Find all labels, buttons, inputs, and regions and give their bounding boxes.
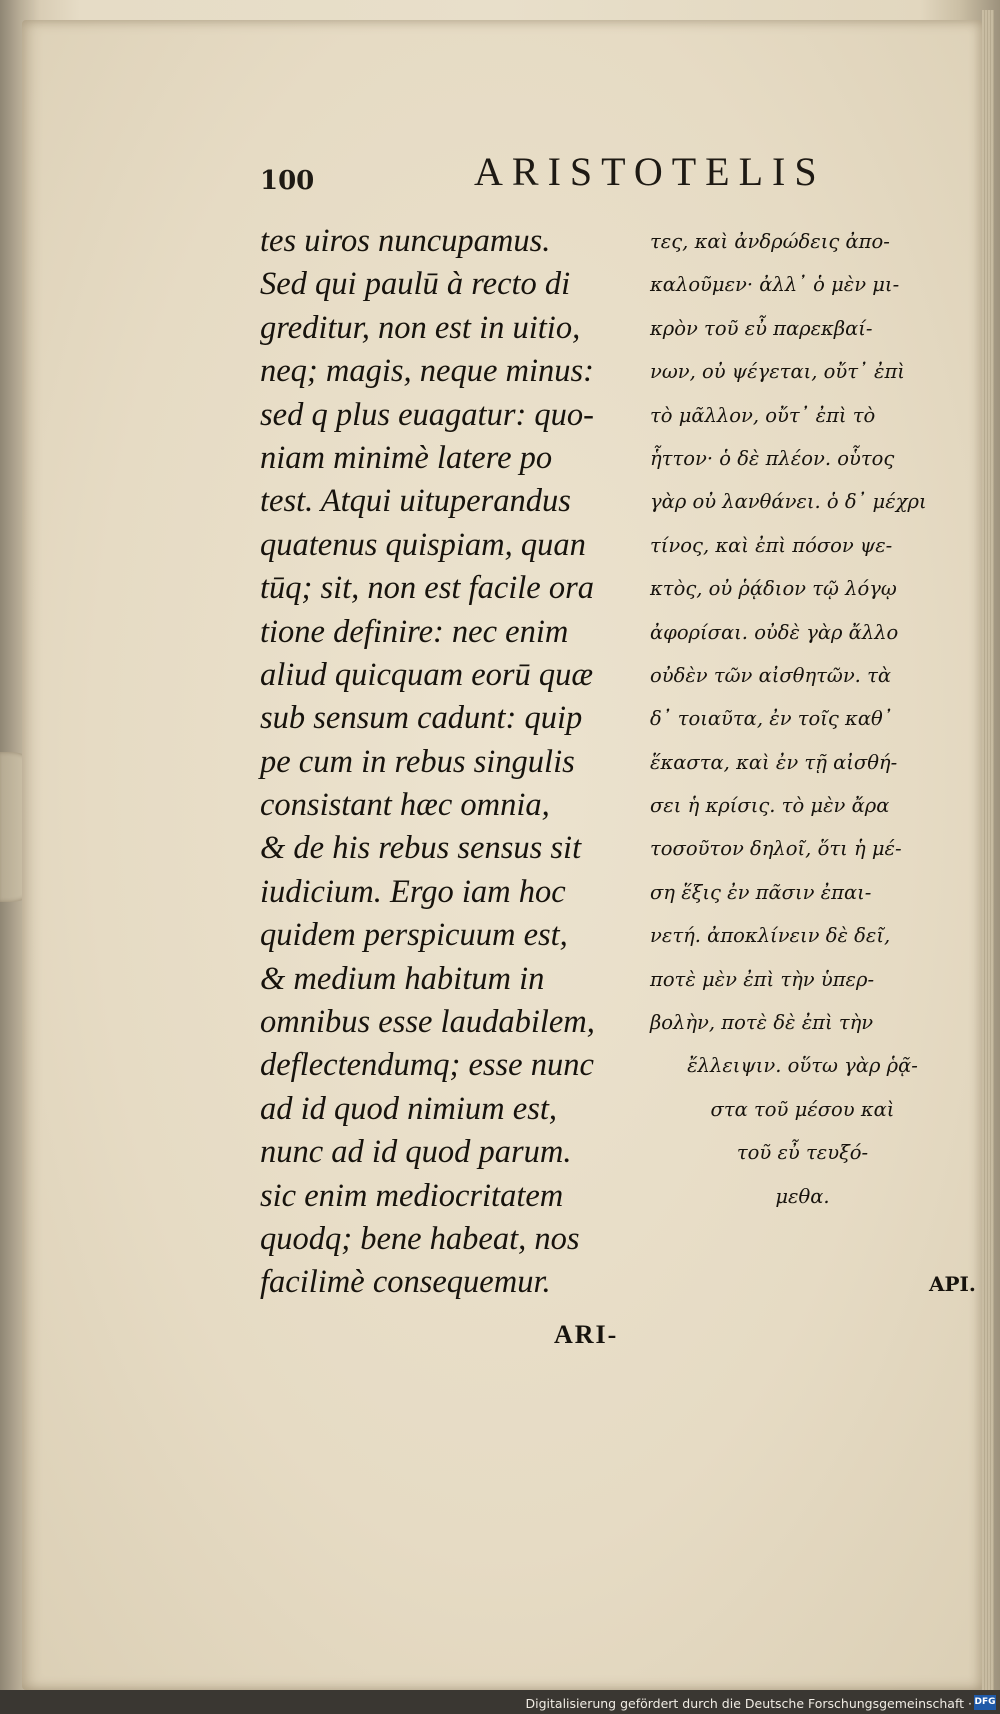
greek-line: οὐδὲν τῶν αἰσθητῶν. τὰ <box>650 663 892 687</box>
latin-line: iudicium. Ergo iam hoc <box>260 873 566 910</box>
greek-line: τοσοῦτον δηλοῖ, ὅτι ἡ μέ- <box>650 837 902 861</box>
greek-line: τες, καὶ ἀνδρώδεις ἀπο- <box>650 230 890 253</box>
greek-line: νων, οὐ ψέγεται, οὔτ᾽ ἐπὶ <box>650 360 905 384</box>
greek-line: ἔλλειψιν. οὕτω γὰρ ῥᾷ- <box>687 1054 918 1078</box>
latin-line: greditur, non est in uitio, <box>260 309 581 346</box>
latin-line: ad id quod nimium est, <box>260 1090 558 1127</box>
page-number: 100 <box>260 166 315 196</box>
greek-line: ποτὲ μὲν ἐπὶ τὴν ὑπερ- <box>650 967 875 991</box>
greek-line: κτὸς, οὐ ῥᾴδιον τῷ λόγῳ <box>650 577 897 601</box>
latin-line: consistant hæc omnia, <box>260 787 550 824</box>
latin-line: tūq; sit, non est facile ora <box>260 570 594 607</box>
funding-credit: Digitalisierung gefördert durch die Deutsche Forschungsgemeinschaft · <box>525 1696 972 1711</box>
greek-line: δ᾽ τοιαῦτα, ἐν τοῖς καθ᾽ <box>650 707 893 731</box>
greek-line: ἀφορίσαι. οὐδὲ γὰρ ἄλλο <box>650 620 899 644</box>
latin-line: deflectendumq; esse nunc <box>260 1047 594 1084</box>
latin-line: aliud quicquam eorū quæ <box>260 656 594 693</box>
latin-line: niam minimè latere po <box>260 439 553 476</box>
greek-line: γὰρ οὐ λανθάνει. ὁ δ᾽ μέχρι <box>650 490 927 514</box>
latin-line: quatenus quispiam, quan <box>260 526 586 563</box>
dfg-logo-icon: DFG <box>974 1695 996 1710</box>
greek-line: τὸ μᾶλλον, οὔτ᾽ ἐπὶ τὸ <box>650 403 876 427</box>
latin-line: tes uiros nuncupamus. <box>260 223 551 259</box>
latin-catchword: ARI- <box>554 1320 619 1349</box>
greek-line: ση ἕξις ἐν πᾶσιν ἐπαι- <box>650 880 872 904</box>
latin-line: sub sensum cadunt: quip <box>260 700 583 737</box>
greek-line: ἧττον· ὁ δὲ πλέον. οὗτος <box>650 446 895 470</box>
latin-line: Sed qui paulū à recto di <box>260 266 571 303</box>
running-head: ARISTOTELIS <box>474 149 826 194</box>
greek-column <box>650 220 995 1218</box>
latin-line: neq; magis, neque minus: <box>260 353 594 390</box>
latin-line: & de his rebus sensus sit <box>260 830 582 867</box>
greek-line: στα τοῦ μέσου καὶ <box>710 1097 895 1121</box>
latin-column <box>260 220 650 1305</box>
latin-line: quidem perspicuum est, <box>260 917 568 954</box>
latin-line: facilimè consequemur. <box>260 1264 551 1301</box>
page-header <box>22 148 982 208</box>
greek-line: βολὴν, ποτὲ δὲ ἐπὶ τὴν <box>650 1011 874 1035</box>
greek-line: νετή. ἀποκλίνειν δὲ δεῖ, <box>650 924 891 948</box>
latin-line: sic enim mediocritatem <box>260 1177 564 1214</box>
digitization-footer <box>0 1690 1000 1714</box>
latin-line: quodq; bene habeat, nos <box>260 1220 580 1257</box>
greek-line: μεθα. <box>775 1184 830 1208</box>
latin-line: nunc ad id quod parum. <box>260 1134 572 1171</box>
latin-line: pe cum in rebus singulis <box>260 743 575 780</box>
latin-line: test. Atqui uituperandus <box>260 483 571 520</box>
greek-line: κρὸν τοῦ εὖ παρεκβαί- <box>650 316 873 340</box>
greek-line: καλοῦμεν· ἀλλ᾽ ὁ μὲν μι- <box>650 273 900 297</box>
greek-line: τοῦ εὖ τευξό- <box>736 1141 869 1165</box>
greek-line: τίνος, καὶ ἐπὶ πόσον ψε- <box>650 533 893 557</box>
latin-line: omnibus esse laudabilem, <box>260 1004 595 1041</box>
greek-line: ἕκαστα, καὶ ἐν τῇ αἰσθή- <box>650 750 898 774</box>
greek-catchword: API. <box>929 1272 976 1296</box>
latin-line: tione definire: nec enim <box>260 613 569 650</box>
latin-line: & medium habitum in <box>260 960 545 997</box>
greek-line: σει ἡ κρίσις. τὸ μὲν ἄρα <box>650 794 890 818</box>
book-page <box>22 20 982 1690</box>
latin-line: sed q plus euagatur: quo- <box>260 396 594 433</box>
